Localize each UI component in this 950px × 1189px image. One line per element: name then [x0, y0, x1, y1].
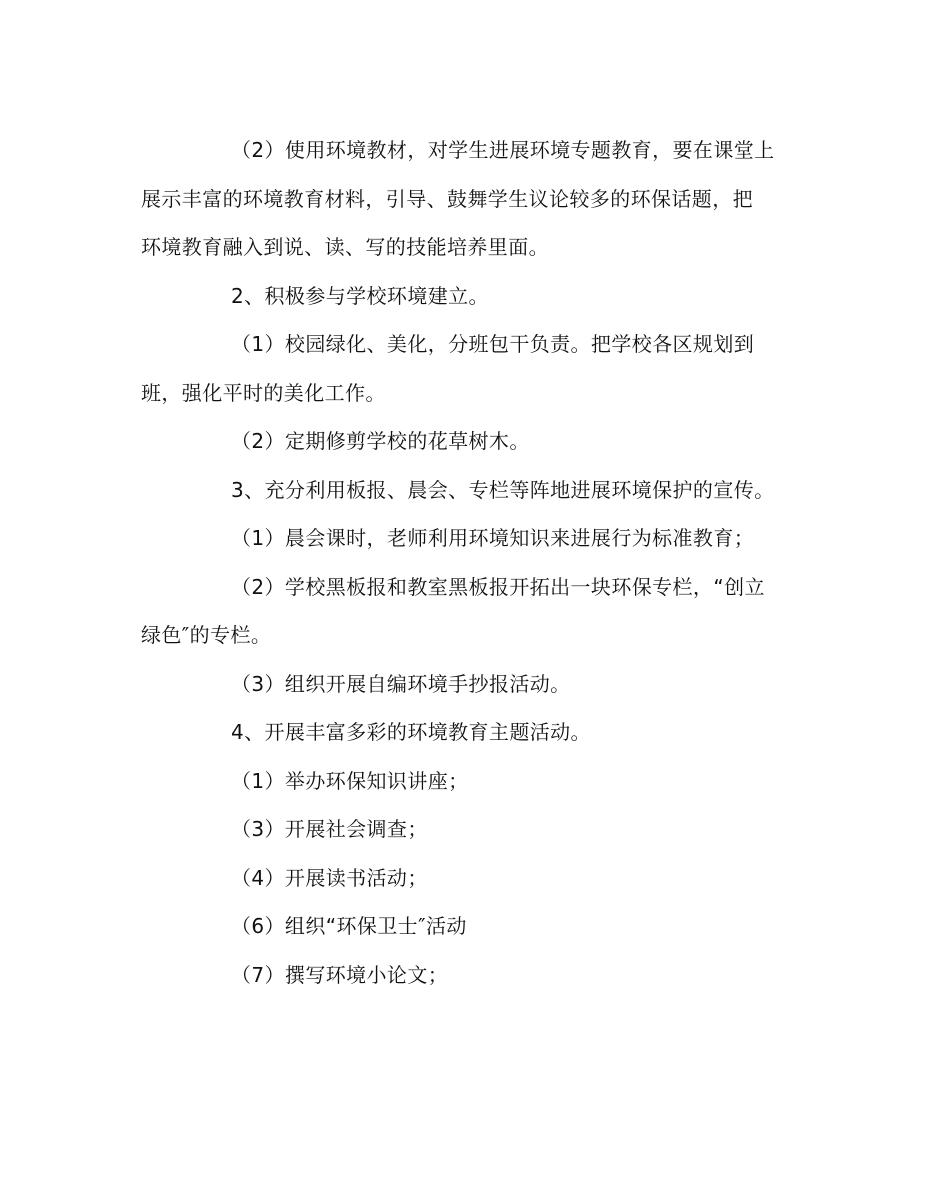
paragraph-line: 绿色″的专栏。 — [141, 623, 272, 647]
section-heading: 4、开展丰富多彩的环境教育主题活动。 — [231, 720, 591, 744]
paragraph-line: （2）使用环境教材，对学生进展环境专题教育，要在课堂上 — [231, 138, 775, 162]
paragraph-line: 班，强化平时的美化工作。 — [141, 380, 386, 405]
paragraph-line: （2）定期修剪学校的花草树木。 — [231, 429, 530, 453]
paragraph-line: 环境教育融入到说、读、写的技能培养里面。 — [141, 235, 549, 259]
paragraph-line: 展示丰富的环境教育材料，引导、鼓舞学生议论较多的环保话题，把 — [141, 186, 753, 211]
document-body — [141, 126, 806, 999]
paragraph-line: （1）校园绿化、美化，分班包干负责。把学校各区规划到 — [231, 332, 755, 356]
list-item: （3）开展社会调查； — [231, 817, 428, 841]
paragraph-line: （2）学校黑板报和教室黑板报开拓出一块环保专栏，“创立 — [231, 574, 765, 599]
list-item: （7）撰写环境小论文； — [231, 962, 449, 987]
list-item: （6）组织“环保卫士″活动 — [231, 914, 467, 938]
paragraph-line: （3）组织开展自编环境手抄报活动。 — [231, 671, 571, 696]
list-item: （4）开展读书活动； — [231, 865, 428, 890]
section-heading: 2、积极参与学校环境建立。 — [231, 283, 489, 308]
paragraph-line: （1）晨会课时，老师利用环境知识来进展行为标准教育； — [231, 526, 755, 550]
list-item: （1）举办环保知识讲座； — [231, 768, 469, 793]
section-heading: 3、充分利用板报、晨会、专栏等阵地进展环境保护的宣传。 — [231, 477, 775, 502]
